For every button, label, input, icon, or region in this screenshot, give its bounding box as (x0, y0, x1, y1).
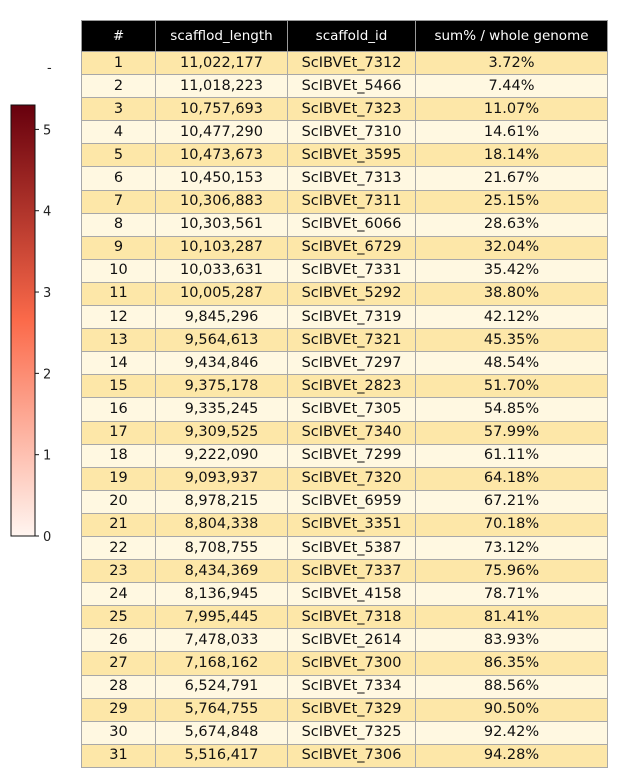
cell-scaffold-length: 10,306,883 (156, 190, 288, 213)
cell-cumulative-percent: 78.71% (416, 583, 608, 606)
table-row (82, 213, 608, 236)
cell-scaffold-id: ScIBVEt_2614 (288, 629, 416, 652)
cell-scaffold-length: 9,375,178 (156, 375, 288, 398)
cell-scaffold-length: 9,564,613 (156, 329, 288, 352)
table-row (82, 606, 608, 629)
cell-cumulative-percent: 42.12% (416, 306, 608, 329)
header-scaffold-length: scafflod_length (156, 21, 288, 52)
cell-cumulative-percent: 90.50% (416, 698, 608, 721)
cell-rank: 30 (82, 721, 156, 744)
cell-rank: 13 (82, 329, 156, 352)
header-cumulative-percent: sum% / whole genome (416, 21, 608, 52)
table-row (82, 190, 608, 213)
cell-scaffold-id: ScIBVEt_3595 (288, 144, 416, 167)
cell-scaffold-length: 7,168,162 (156, 652, 288, 675)
cell-rank: 15 (82, 375, 156, 398)
cell-scaffold-id: ScIBVEt_7310 (288, 121, 416, 144)
cell-rank: 18 (82, 444, 156, 467)
header-rank: # (82, 21, 156, 52)
cell-scaffold-id: ScIBVEt_4158 (288, 583, 416, 606)
cell-rank: 16 (82, 398, 156, 421)
cell-scaffold-id: ScIBVEt_7340 (288, 421, 416, 444)
cell-rank: 17 (82, 421, 156, 444)
cell-rank: 6 (82, 167, 156, 190)
cell-cumulative-percent: 35.42% (416, 259, 608, 282)
scaffold-table-container (81, 20, 607, 768)
cell-rank: 28 (82, 675, 156, 698)
cell-cumulative-percent: 51.70% (416, 375, 608, 398)
cell-scaffold-length: 5,516,417 (156, 744, 288, 767)
colorbar (0, 56, 78, 546)
cell-scaffold-id: ScIBVEt_7318 (288, 606, 416, 629)
table-row (82, 259, 608, 282)
cell-cumulative-percent: 11.07% (416, 98, 608, 121)
table-row (82, 444, 608, 467)
cell-scaffold-length: 6,524,791 (156, 675, 288, 698)
cell-cumulative-percent: 54.85% (416, 398, 608, 421)
cell-rank: 2 (82, 75, 156, 98)
cell-scaffold-id: ScIBVEt_7337 (288, 560, 416, 583)
cell-rank: 27 (82, 652, 156, 675)
cell-scaffold-id: ScIBVEt_5292 (288, 282, 416, 305)
cell-cumulative-percent: 14.61% (416, 121, 608, 144)
cell-scaffold-id: ScIBVEt_7319 (288, 306, 416, 329)
cell-cumulative-percent: 67.21% (416, 490, 608, 513)
cell-scaffold-id: ScIBVEt_6729 (288, 236, 416, 259)
cell-scaffold-id: ScIBVEt_3351 (288, 513, 416, 536)
cell-rank: 29 (82, 698, 156, 721)
cell-cumulative-percent: 3.72% (416, 52, 608, 75)
cell-rank: 22 (82, 536, 156, 559)
colorbar-tick-label: 5 (43, 123, 52, 139)
cell-cumulative-percent: 64.18% (416, 467, 608, 490)
table-row (82, 329, 608, 352)
cell-rank: 20 (82, 490, 156, 513)
cell-rank: 26 (82, 629, 156, 652)
cell-scaffold-length: 8,978,215 (156, 490, 288, 513)
cell-scaffold-id: ScIBVEt_5466 (288, 75, 416, 98)
cell-rank: 7 (82, 190, 156, 213)
cell-scaffold-length: 9,222,090 (156, 444, 288, 467)
table-row (82, 282, 608, 305)
cell-scaffold-length: 9,335,245 (156, 398, 288, 421)
cell-cumulative-percent: 25.15% (416, 190, 608, 213)
cell-rank: 21 (82, 513, 156, 536)
table-row (82, 467, 608, 490)
table-row (82, 121, 608, 144)
header-scaffold-id: scaffold_id (288, 21, 416, 52)
cell-cumulative-percent: 92.42% (416, 721, 608, 744)
table-row (82, 167, 608, 190)
cell-scaffold-length: 10,450,153 (156, 167, 288, 190)
table-row (82, 721, 608, 744)
cell-scaffold-id: ScIBVEt_7334 (288, 675, 416, 698)
cell-scaffold-id: ScIBVEt_7329 (288, 698, 416, 721)
colorbar-tick-label: 0 (43, 530, 52, 545)
colorbar-tick-label: 4 (43, 204, 52, 220)
cell-cumulative-percent: 48.54% (416, 352, 608, 375)
cell-scaffold-id: ScIBVEt_7321 (288, 329, 416, 352)
cell-scaffold-id: ScIBVEt_7312 (288, 52, 416, 75)
table-row (82, 52, 608, 75)
cell-scaffold-length: 9,434,846 (156, 352, 288, 375)
cell-cumulative-percent: 32.04% (416, 236, 608, 259)
cell-scaffold-id: ScIBVEt_7311 (288, 190, 416, 213)
table-row (82, 744, 608, 767)
cell-cumulative-percent: 88.56% (416, 675, 608, 698)
cell-scaffold-length: 11,022,177 (156, 52, 288, 75)
cell-scaffold-id: ScIBVEt_7297 (288, 352, 416, 375)
cell-cumulative-percent: 21.67% (416, 167, 608, 190)
cell-scaffold-length: 9,845,296 (156, 306, 288, 329)
cell-cumulative-percent: 45.35% (416, 329, 608, 352)
cell-scaffold-id: ScIBVEt_6066 (288, 213, 416, 236)
cell-rank: 25 (82, 606, 156, 629)
cell-rank: 12 (82, 306, 156, 329)
cell-rank: 1 (82, 52, 156, 75)
cell-scaffold-length: 10,303,561 (156, 213, 288, 236)
colorbar-svg (0, 56, 78, 546)
cell-rank: 11 (82, 282, 156, 305)
cell-scaffold-length: 10,473,673 (156, 144, 288, 167)
cell-rank: 10 (82, 259, 156, 282)
cell-rank: 31 (82, 744, 156, 767)
table-row (82, 536, 608, 559)
table-row (82, 675, 608, 698)
table-row (82, 490, 608, 513)
cell-scaffold-length: 8,136,945 (156, 583, 288, 606)
cell-scaffold-id: ScIBVEt_7313 (288, 167, 416, 190)
cell-scaffold-length: 8,434,369 (156, 560, 288, 583)
cell-scaffold-length: 10,477,290 (156, 121, 288, 144)
table-row (82, 513, 608, 536)
cell-scaffold-id: ScIBVEt_7306 (288, 744, 416, 767)
table-row (82, 560, 608, 583)
cell-scaffold-length: 10,757,693 (156, 98, 288, 121)
cell-cumulative-percent: 57.99% (416, 421, 608, 444)
cell-scaffold-id: ScIBVEt_7320 (288, 467, 416, 490)
colorbar-tick-label: 1 (43, 448, 52, 464)
cell-cumulative-percent: 28.63% (416, 213, 608, 236)
table-row (82, 398, 608, 421)
cell-rank: 8 (82, 213, 156, 236)
cell-rank: 4 (82, 121, 156, 144)
cell-rank: 5 (82, 144, 156, 167)
table-row (82, 352, 608, 375)
cell-scaffold-id: ScIBVEt_7305 (288, 398, 416, 421)
cell-cumulative-percent: 94.28% (416, 744, 608, 767)
cell-rank: 23 (82, 560, 156, 583)
cell-scaffold-length: 10,033,631 (156, 259, 288, 282)
cell-scaffold-length: 8,708,755 (156, 536, 288, 559)
cell-scaffold-id: ScIBVEt_7299 (288, 444, 416, 467)
table-row (82, 75, 608, 98)
cell-scaffold-id: ScIBVEt_7325 (288, 721, 416, 744)
cell-scaffold-id: ScIBVEt_7300 (288, 652, 416, 675)
table-row (82, 629, 608, 652)
cell-rank: 9 (82, 236, 156, 259)
cell-rank: 3 (82, 98, 156, 121)
cell-rank: 14 (82, 352, 156, 375)
cell-cumulative-percent: 7.44% (416, 75, 608, 98)
table-row (82, 421, 608, 444)
cell-scaffold-length: 8,804,338 (156, 513, 288, 536)
cell-cumulative-percent: 75.96% (416, 560, 608, 583)
cell-scaffold-id: ScIBVEt_7323 (288, 98, 416, 121)
colorbar-top-label: - (47, 61, 52, 76)
cell-scaffold-length: 5,764,755 (156, 698, 288, 721)
cell-scaffold-length: 10,005,287 (156, 282, 288, 305)
colorbar-tick-label: 2 (43, 367, 52, 383)
cell-cumulative-percent: 18.14% (416, 144, 608, 167)
cell-scaffold-length: 7,478,033 (156, 629, 288, 652)
table-row (82, 375, 608, 398)
cell-cumulative-percent: 81.41% (416, 606, 608, 629)
cell-cumulative-percent: 83.93% (416, 629, 608, 652)
table-header-row (82, 21, 608, 52)
cell-scaffold-id: ScIBVEt_2823 (288, 375, 416, 398)
cell-scaffold-length: 11,018,223 (156, 75, 288, 98)
table-row (82, 583, 608, 606)
table-row (82, 698, 608, 721)
cell-scaffold-id: ScIBVEt_7331 (288, 259, 416, 282)
table-row (82, 144, 608, 167)
cell-scaffold-length: 5,674,848 (156, 721, 288, 744)
table-row (82, 306, 608, 329)
cell-cumulative-percent: 38.80% (416, 282, 608, 305)
table-row (82, 652, 608, 675)
cell-scaffold-length: 10,103,287 (156, 236, 288, 259)
cell-rank: 24 (82, 583, 156, 606)
colorbar-gradient (11, 105, 35, 536)
colorbar-tick-label: 3 (43, 286, 52, 302)
cell-cumulative-percent: 61.11% (416, 444, 608, 467)
cell-scaffold-length: 9,309,525 (156, 421, 288, 444)
table-row (82, 98, 608, 121)
cell-rank: 19 (82, 467, 156, 490)
cell-scaffold-id: ScIBVEt_6959 (288, 490, 416, 513)
cell-cumulative-percent: 86.35% (416, 652, 608, 675)
table-row (82, 236, 608, 259)
scaffold-table (81, 20, 608, 768)
cell-scaffold-length: 9,093,937 (156, 467, 288, 490)
cell-cumulative-percent: 70.18% (416, 513, 608, 536)
cell-cumulative-percent: 73.12% (416, 536, 608, 559)
cell-scaffold-length: 7,995,445 (156, 606, 288, 629)
cell-scaffold-id: ScIBVEt_5387 (288, 536, 416, 559)
